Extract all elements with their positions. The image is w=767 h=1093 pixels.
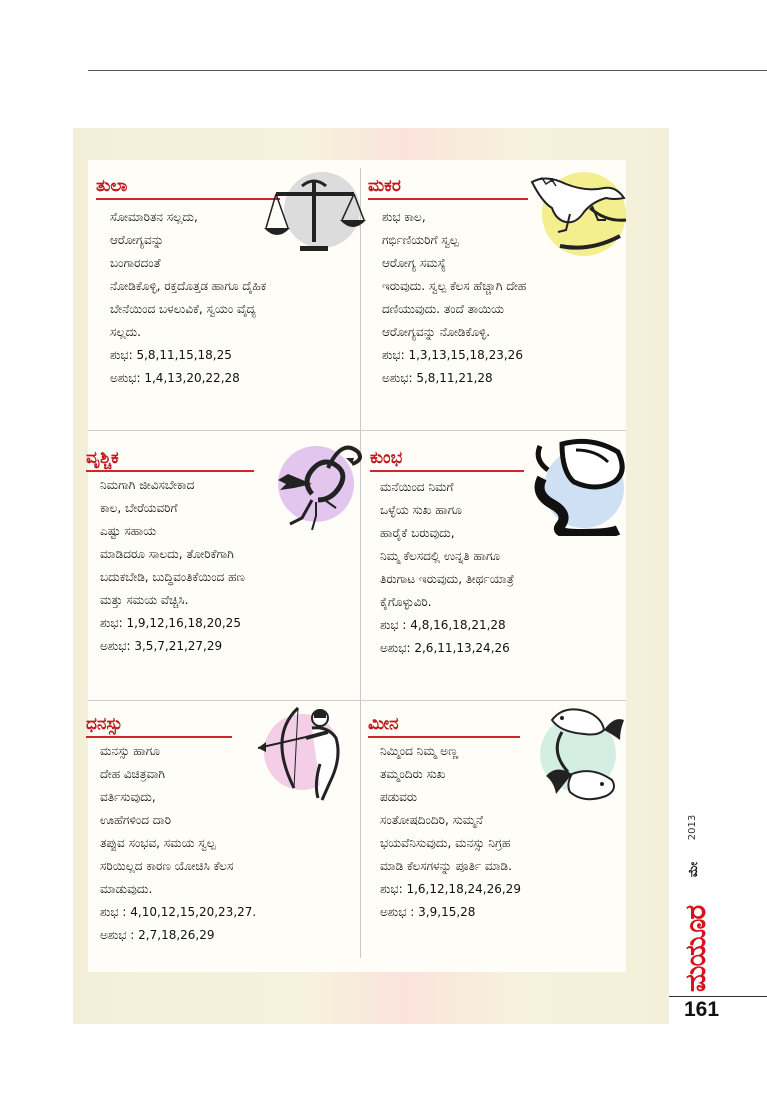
body-line: ಮಾಡುವುದು. <box>100 882 153 896</box>
sign-dhanassu <box>86 714 356 954</box>
body-line: ಪಡುವರು <box>380 790 418 804</box>
body-line: ಎಷ್ಟು ಸಹಾಯ <box>100 524 157 538</box>
body-line: ಹಾರೈಕೆ ಬರುವುದು, <box>380 526 455 540</box>
unlucky-numbers: ಅಶುಭ: 5,8,11,21,28 <box>382 371 493 385</box>
issue-month <box>686 852 712 892</box>
body-line: ದಣಿಯುವುದು. ತಂದೆ ತಾಯಿಯ <box>382 302 504 316</box>
body-line: ಮತ್ತು ಸಮಯ ವೆಚ್ಚಿಸಿ. <box>100 593 189 607</box>
sign-tula <box>96 176 356 396</box>
body-line: ಮಾಡಿ ಕೆಲಸಗಳನ್ನು ಪೂರ್ತಿ ಮಾಡಿ. <box>380 859 512 873</box>
sign-meena <box>368 714 628 954</box>
body-line: ಕೈಗೊಳ್ಳುವಿರಿ. <box>380 595 432 609</box>
body-line: ದೇಹ ವಿಚಿತ್ರವಾಗಿ <box>100 767 165 781</box>
magazine-logo <box>676 900 716 992</box>
body-line: ಶುಭ ಕಾಲ, <box>382 210 426 224</box>
body-line: ಬದುಕಬೇಡಿ, ಬುದ್ಧಿವಂತಿಕೆಯಿಂದ ಹಣ <box>100 570 245 584</box>
body-line: ನಿಮಗಾಗಿ ಜೀವಿಸಬೇಕಾದ <box>100 478 195 492</box>
body-line: ನಿಮ್ಮಿಂದ ನಿಮ್ಮ ಅಣ್ಣ <box>380 744 459 758</box>
body-line: ಸಲ್ಲದು. <box>110 325 141 339</box>
lucky-numbers: ಶುಭ: 5,8,11,15,18,25 <box>110 348 232 362</box>
sign-title: ಮಕರ <box>368 176 401 196</box>
sign-vrischika <box>86 448 356 668</box>
sign-body <box>100 740 370 947</box>
row-divider <box>88 700 626 701</box>
body-line: ಮನಸ್ಸು ಹಾಗೂ <box>100 744 160 758</box>
sign-title: ಕುಂಭ <box>370 448 403 468</box>
body-line: ಆರೋಗ್ಯ ಸಮಸ್ಯೆ <box>382 256 447 270</box>
sign-makara <box>368 176 628 396</box>
issue-month-text: ಮೇ <box>686 861 701 878</box>
sign-title: ವೃಶ್ಚಿಕ <box>86 448 119 468</box>
body-line: ಕಾಲ, ಬೇರೆಯವರಿಗೆ <box>100 501 178 515</box>
sign-body <box>100 474 370 658</box>
sign-title: ಧನಸ್ಸು <box>86 714 123 734</box>
sign-title: ಮೀನ <box>368 714 399 734</box>
title-underline <box>96 198 280 200</box>
body-line: ಇರುವುದು. ಸ್ವಲ್ಪ ಕೆಲಸ ಹೆಚ್ಚಾಗಿ ದೇಹ <box>382 279 527 293</box>
sign-kumbha <box>370 448 630 668</box>
body-line: ತಿರುಗಾಟ ಇರುವುದು, ತೀರ್ಥಯಾತ್ರೆ <box>380 572 515 586</box>
body-line: ಸಂತೋಷದಿಂದಿರಿ, ಸುಮ್ಮನೆ <box>380 813 483 827</box>
issue-year <box>687 812 712 852</box>
lucky-numbers: ಶುಭ: 1,9,12,16,18,20,25 <box>100 616 241 630</box>
body-line: ಬೇನೆಯಿಂದ ಬಳಲುವಿಕೆ, ಸ್ವಯಂ ವೈದ್ಯ <box>110 302 256 316</box>
body-line: ಸೋಮಾರಿತನ ಸಲ್ಲದು, <box>110 210 198 224</box>
lucky-numbers: ಶುಭ: 1,3,13,15,18,23,26 <box>382 348 523 362</box>
unlucky-numbers: ಅಶುಭ : 3,9,15,28 <box>380 905 476 919</box>
lucky-numbers: ಶುಭ : 4,10,12,15,20,23,27. <box>100 905 257 919</box>
title-underline <box>86 736 232 738</box>
body-line: ಆರೋಗ್ಯವನ್ನು ನೋಡಿಕೊಳ್ಳಿ. <box>382 325 491 339</box>
body-line: ವರ್ತಿಸುವುದು, <box>100 790 156 804</box>
body-line: ಮನೆಯಿಂದ ನಿಮಗೆ <box>380 480 454 494</box>
magazine-name: ಮಯೂರ <box>679 905 712 993</box>
lucky-numbers: ಶುಭ: 1,6,12,18,24,26,29 <box>380 882 521 896</box>
body-line: ನಿಮ್ಮ ಕೆಲಸದಲ್ಲಿ ಉನ್ನತಿ ಹಾಗೂ <box>380 549 501 563</box>
body-line: ಸರಿಯಿಲ್ಲದ ಕಾರಣ ಯೋಚಿಸಿ ಕೆಲಸ <box>100 859 234 873</box>
body-line: ತಪ್ಪುವ ಸಂಭವ, ಸಮಯ ಸ್ವಲ್ಪ <box>100 836 216 850</box>
sign-body <box>110 206 370 390</box>
title-underline <box>368 736 520 738</box>
row-divider <box>88 430 626 431</box>
body-line: ಭಯವೆನಿಸುವುದು, ಮನಸ್ಸು ನಿಗ್ರಹ <box>380 836 511 850</box>
body-line: ಗರ್ಭಿಣಿಯರಿಗೆ ಸ್ವಲ್ಪ <box>382 233 459 247</box>
sign-title: ತುಲಾ <box>96 176 128 196</box>
body-line: ತಮ್ಮಂದಿರು ಸುಖ <box>380 767 446 781</box>
title-underline <box>86 470 254 472</box>
title-underline <box>370 470 524 472</box>
body-line: ನೋಡಿಕೊಳ್ಳಿ, ರಕ್ತದೊತ್ತಡ ಹಾಗೂ ದೈಹಿಕ <box>110 279 267 293</box>
unlucky-numbers: ಅಶುಭ: 1,4,13,20,22,28 <box>110 371 240 385</box>
page-number: 161 <box>684 998 720 1021</box>
title-underline <box>368 198 528 200</box>
top-rule <box>88 70 767 71</box>
body-line: ಆರೋಗ್ಯವನ್ನು <box>110 233 164 247</box>
lucky-numbers: ಶುಭ : 4,8,16,18,21,28 <box>380 618 506 632</box>
unlucky-numbers: ಅಶುಭ: 3,5,7,21,27,29 <box>100 639 223 653</box>
unlucky-numbers: ಅಶುಭ: 2,6,11,13,24,26 <box>380 641 510 655</box>
sign-body <box>380 740 630 924</box>
footer-rule <box>669 996 767 997</box>
sign-body <box>382 206 632 390</box>
sign-body <box>380 476 630 660</box>
issue-year-text: 2013 <box>687 814 699 841</box>
unlucky-numbers: ಅಶುಭ : 2,7,18,26,29 <box>100 928 215 942</box>
body-line: ಮಾಡಿದರೂ ಸಾಲದು, ತೋರಿಕೆಗಾಗಿ <box>100 547 234 561</box>
body-line: ಬಂಗಾರದಂತೆ <box>110 256 161 270</box>
body-line: ಊಹೆಗಳಿಂದ ದಾರಿ <box>100 813 172 827</box>
body-line: ಒಳ್ಳೆಯ ಸುಖ ಹಾಗೂ <box>380 503 462 517</box>
